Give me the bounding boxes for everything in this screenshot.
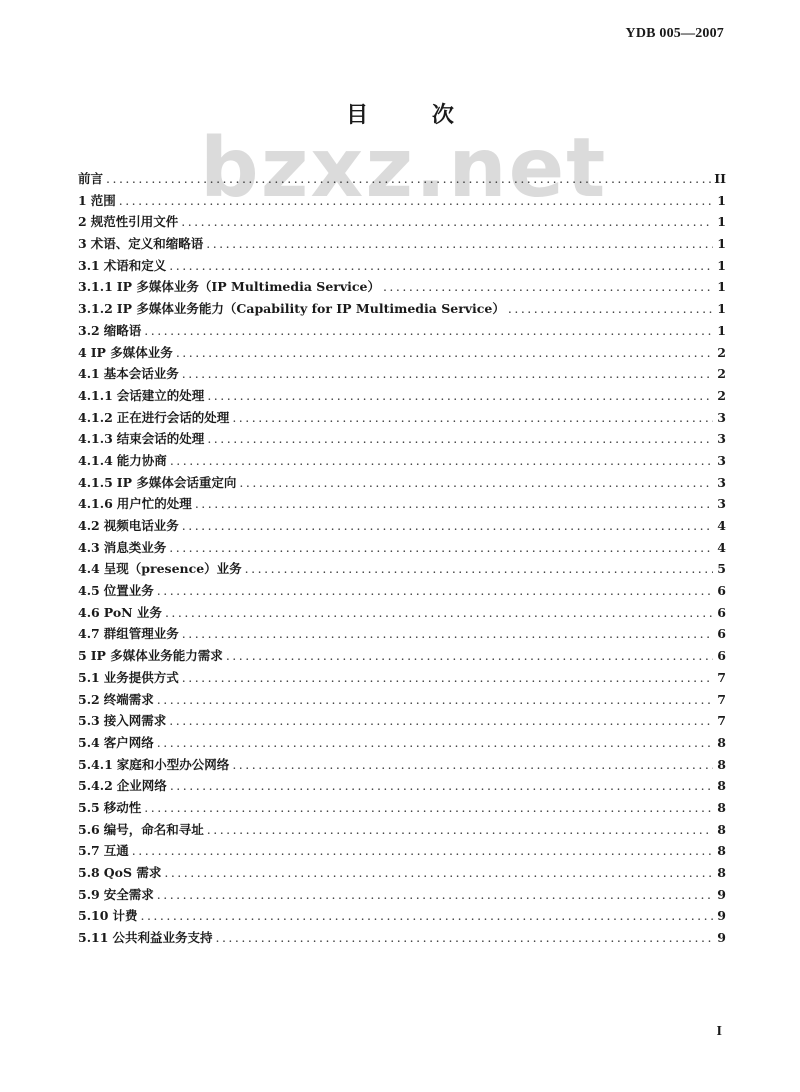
document-code: YDB 005—2007 <box>625 26 724 41</box>
toc-entry-page: 9 <box>717 930 726 946</box>
toc-entry-title: 编号，命名和寻址 <box>103 821 204 837</box>
toc-dot-leader <box>144 797 713 819</box>
toc-entry-title: 范围 <box>90 192 116 208</box>
watermark: bzxz.net <box>200 121 608 216</box>
toc-entry-number: 4.5 <box>78 583 100 599</box>
toc-entry[interactable] <box>78 168 726 190</box>
toc-dot-leader <box>140 905 713 927</box>
toc-entry-number: 4 <box>78 344 87 360</box>
toc-entry[interactable] <box>78 493 726 515</box>
toc-dot-leader <box>206 233 713 255</box>
toc-entry[interactable] <box>78 385 726 407</box>
toc-dot-leader <box>245 558 713 580</box>
toc-entry[interactable] <box>78 905 726 927</box>
toc-dot-leader <box>207 428 713 450</box>
toc-entry-page: 3 <box>717 496 726 512</box>
toc-entry-number: 5.10 <box>78 908 109 924</box>
toc-entry-page: 1 <box>717 279 726 295</box>
toc-entry[interactable] <box>78 623 726 645</box>
toc-entry-number: 5.1 <box>78 669 100 685</box>
toc-entry[interactable] <box>78 407 726 429</box>
toc-entry-page: 7 <box>717 691 726 707</box>
toc-dot-leader <box>144 320 713 342</box>
toc-entry-title: 前言 <box>78 171 104 186</box>
toc-entry[interactable] <box>78 363 726 385</box>
toc-entry-title: 基本会话业务 <box>103 366 179 382</box>
toc-dot-leader <box>232 407 713 429</box>
toc-entry-number: 5.4.2 <box>78 778 113 794</box>
toc-entry-page: 2 <box>717 366 726 382</box>
toc-entry-title: 正在进行会话的处理 <box>116 409 230 425</box>
toc-entry[interactable] <box>78 537 726 559</box>
toc-entry-title: 安全需求 <box>103 886 154 902</box>
toc-dot-leader <box>182 623 713 645</box>
toc-entry-page: 2 <box>717 344 726 360</box>
toc-entry-page: II <box>714 171 726 186</box>
toc-entry-number: 4.7 <box>78 626 100 642</box>
toc-entry-page: 6 <box>717 583 726 599</box>
toc-entry-page: 9 <box>717 886 726 902</box>
toc-entry-title: 接入网需求 <box>103 713 167 729</box>
toc-entry-number: 1 <box>78 192 87 208</box>
toc-entry[interactable] <box>78 211 726 233</box>
toc-entry-title: 群组管理业务 <box>103 626 179 642</box>
toc-entry-title: 移动性 <box>103 799 142 815</box>
toc-entry-number: 5.5 <box>78 799 100 815</box>
toc-entry-number: 5.11 <box>78 930 109 946</box>
toc-entry-number: 4.1 <box>78 366 100 382</box>
toc-entry-number: 4.1.2 <box>78 409 113 425</box>
toc-entry-number: 5 <box>78 648 87 664</box>
toc-entry[interactable] <box>78 840 726 862</box>
toc-entry-page: 2 <box>717 387 726 403</box>
toc-entry[interactable] <box>78 472 726 494</box>
toc-entry[interactable] <box>78 190 726 212</box>
toc-entry-page: 1 <box>717 257 726 273</box>
toc-entry-number: 5.7 <box>78 843 100 859</box>
toc-entry-page: 8 <box>717 799 726 815</box>
toc-entry[interactable] <box>78 320 726 342</box>
toc-entry-page: 3 <box>717 452 726 468</box>
toc-dot-leader <box>157 732 713 754</box>
toc-entry-page: 1 <box>717 236 726 252</box>
toc-entry[interactable] <box>78 580 726 602</box>
toc-entry[interactable] <box>78 819 726 841</box>
toc-entry[interactable] <box>78 884 726 906</box>
toc-entry[interactable] <box>78 689 726 711</box>
toc-dot-leader <box>226 645 713 667</box>
toc-entry-title: 结束会话的处理 <box>116 431 205 447</box>
toc-entry-title: 业务提供方式 <box>103 669 179 685</box>
page-title: 目 次 <box>346 102 482 128</box>
toc-entry[interactable] <box>78 255 726 277</box>
toc-entry-title: 终端需求 <box>103 691 154 707</box>
toc-entry[interactable] <box>78 233 726 255</box>
toc-entry-page: 7 <box>717 669 726 685</box>
toc-dot-leader <box>119 190 713 212</box>
toc-entry-page: 7 <box>717 713 726 729</box>
toc-entry[interactable] <box>78 558 726 580</box>
toc-entry[interactable] <box>78 515 726 537</box>
toc-entry-number: 5.4.1 <box>78 756 113 772</box>
toc-dot-leader <box>170 450 713 472</box>
toc-dot-leader <box>215 927 713 949</box>
toc-dot-leader <box>132 840 713 862</box>
toc-entry-number: 3.2 <box>78 322 100 338</box>
toc-entry-number: 3.1 <box>78 257 100 273</box>
toc-dot-leader <box>182 667 713 689</box>
toc-dot-leader <box>232 754 713 776</box>
toc-dot-leader <box>176 342 713 364</box>
toc-entry[interactable] <box>78 927 726 949</box>
toc-dot-leader <box>164 862 713 884</box>
toc-entry-title: 位置业务 <box>103 583 154 599</box>
toc-entry-number: 4.1.4 <box>78 452 113 468</box>
toc-entry-title: 能力协商 <box>116 452 167 468</box>
toc-entry-title: IP 多媒体会话重定向 <box>116 474 237 490</box>
toc-entry-number: 4.2 <box>78 518 100 533</box>
toc-entry-number: 5.3 <box>78 713 100 729</box>
toc-dot-leader <box>195 493 713 515</box>
toc-entry-page: 1 <box>717 322 726 338</box>
toc-entry[interactable] <box>78 667 726 689</box>
toc-dot-leader <box>157 884 713 906</box>
toc-entry-title: IP 多媒体业务（IP Multimedia Service） <box>116 279 380 295</box>
toc-dot-leader <box>508 298 713 320</box>
toc-entry[interactable] <box>78 428 726 450</box>
toc-entry-number: 3.1.1 <box>78 279 113 295</box>
toc-entry-title: IP 多媒体业务 <box>90 344 173 360</box>
toc-entry-number: 3 <box>78 236 87 252</box>
toc-entry-page: 4 <box>717 518 726 533</box>
toc-entry[interactable] <box>78 862 726 884</box>
toc-entry-number: 5.6 <box>78 821 100 837</box>
toc-entry-title: 消息类业务 <box>103 539 167 555</box>
toc-entry[interactable] <box>78 732 726 754</box>
toc-entry-title: 互通 <box>103 843 129 859</box>
toc-dot-leader <box>182 515 713 537</box>
toc-entry-number: 3.1.2 <box>78 301 113 317</box>
toc-entry-page: 3 <box>717 409 726 425</box>
toc-entry-page: 6 <box>717 626 726 642</box>
toc-entry[interactable] <box>78 645 726 667</box>
toc-dot-leader <box>207 385 713 407</box>
toc-entry-page: 8 <box>717 778 726 794</box>
toc-entry-title: 计费 <box>112 908 138 924</box>
toc-dot-leader <box>239 472 713 494</box>
toc-entry-page: 1 <box>717 301 726 317</box>
toc-entry-number: 2 <box>78 214 87 230</box>
toc-dot-leader <box>169 710 713 732</box>
toc-entry-page: 8 <box>717 734 726 750</box>
toc-entry-page: 3 <box>717 431 726 447</box>
toc-dot-leader <box>106 168 711 190</box>
toc-dot-leader <box>165 602 713 624</box>
toc-entry-page: 8 <box>717 756 726 772</box>
toc-entry-number: 4.4 <box>78 561 100 577</box>
toc-entry-title: 客户网络 <box>103 734 154 750</box>
toc-entry[interactable] <box>78 710 726 732</box>
toc-entry-page: 1 <box>717 214 726 230</box>
toc-entry[interactable] <box>78 276 726 298</box>
toc-dot-leader <box>207 819 713 841</box>
toc-entry-number: 5.8 <box>78 865 100 880</box>
toc-entry-number: 5.2 <box>78 691 100 707</box>
toc-entry-number: 4.1.3 <box>78 431 113 447</box>
toc-entry-page: 6 <box>717 604 726 620</box>
toc-entry-title: 呈现（presence）业务 <box>103 561 242 577</box>
toc-entry-title: PoN 业务 <box>103 604 162 620</box>
toc-entry-title: IP 多媒体业务能力（Capability for IP Multimedia Service） <box>116 301 505 317</box>
toc-entry-page: 8 <box>717 865 726 880</box>
toc-dot-leader <box>169 537 713 559</box>
toc-entry[interactable] <box>78 754 726 776</box>
toc-dot-leader <box>170 775 713 797</box>
toc-entry-page: 1 <box>717 192 726 208</box>
toc-entry-page: 6 <box>717 648 726 664</box>
toc-entry-title: IP 多媒体业务能力需求 <box>90 648 223 664</box>
toc-entry-title: 家庭和小型办公网络 <box>116 756 230 772</box>
toc-entry-title: 公共利益业务支持 <box>112 930 213 946</box>
toc-entry-title: QoS 需求 <box>103 865 162 880</box>
toc-entry-number: 5.9 <box>78 886 100 902</box>
toc-entry-title: 用户忙的处理 <box>116 496 192 512</box>
toc-entry-number: 4.6 <box>78 604 100 620</box>
toc-entry-number: 4.3 <box>78 539 100 555</box>
toc-entry-title: 缩略语 <box>103 322 142 338</box>
toc-entry-page: 3 <box>717 474 726 490</box>
table-of-contents <box>78 168 726 949</box>
toc-entry-number: 4.1.1 <box>78 387 113 403</box>
toc-entry-number: 4.1.6 <box>78 496 113 512</box>
toc-dot-leader <box>383 276 713 298</box>
toc-dot-leader <box>157 689 713 711</box>
toc-entry-title: 术语、定义和缩略语 <box>90 236 204 252</box>
toc-entry[interactable] <box>78 298 726 320</box>
toc-entry-title: 术语和定义 <box>103 257 167 273</box>
toc-entry-title: 规范性引用文件 <box>90 214 179 230</box>
toc-entry-page: 4 <box>717 539 726 555</box>
toc-entry[interactable] <box>78 342 726 364</box>
page-number: I <box>716 1024 722 1039</box>
toc-entry[interactable] <box>78 602 726 624</box>
toc-entry[interactable] <box>78 775 726 797</box>
toc-entry-page: 5 <box>717 561 726 577</box>
toc-dot-leader <box>181 211 713 233</box>
toc-entry[interactable] <box>78 450 726 472</box>
toc-entry[interactable] <box>78 797 726 819</box>
toc-dot-leader <box>182 363 713 385</box>
toc-entry-title: 企业网络 <box>116 778 167 794</box>
toc-entry-number: 4.1.5 <box>78 474 113 490</box>
toc-entry-number: 5.4 <box>78 734 100 750</box>
toc-entry-page: 8 <box>717 843 726 859</box>
toc-entry-title: 视频电话业务 <box>103 518 179 533</box>
toc-entry-page: 8 <box>717 821 726 837</box>
toc-dot-leader <box>157 580 713 602</box>
toc-entry-title: 会话建立的处理 <box>116 387 205 403</box>
toc-entry-page: 9 <box>717 908 726 924</box>
toc-dot-leader <box>169 255 713 277</box>
